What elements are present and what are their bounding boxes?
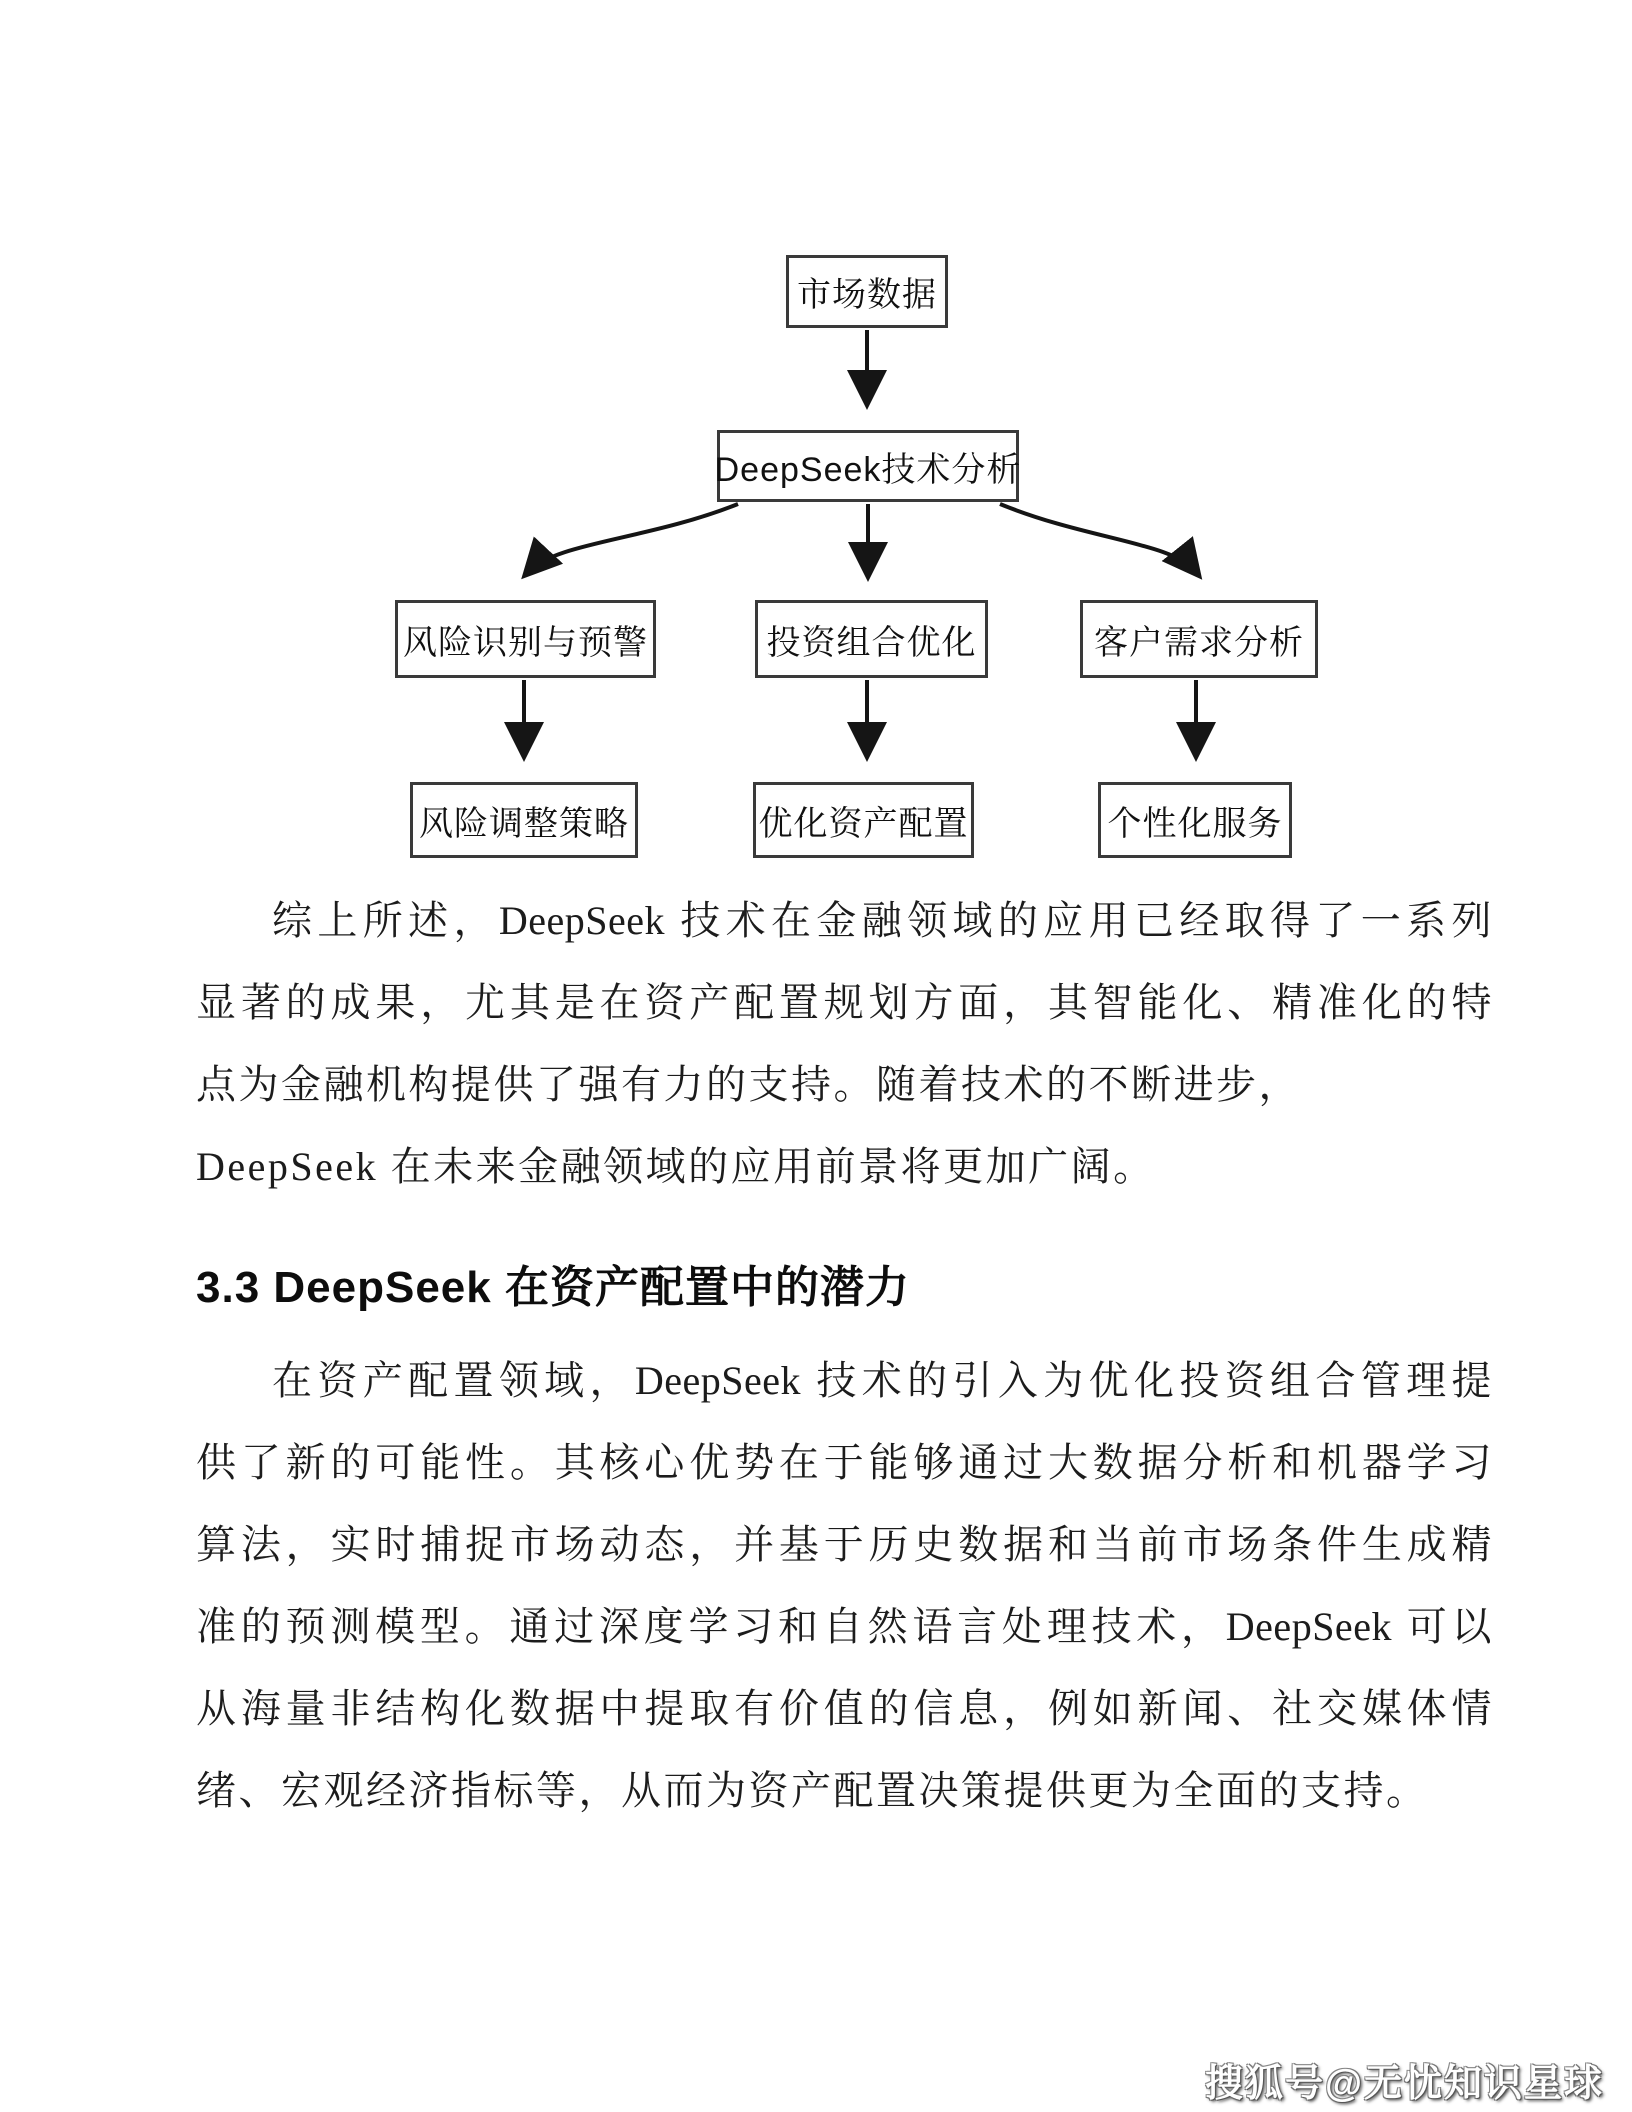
paragraph-potential [196,1340,1492,1832]
paragraph-line: 算法，实时捕捉市场动态，并基于历史数据和当前市场条件生成精 [196,1522,1492,1567]
watermark: 搜狐号@无忧知识星球 [1204,2063,1604,2105]
edge-analysis-to-risk [528,504,738,572]
paragraph-line: 供了新的可能性。其核心优势在于能够通过大数据分析和机器学习 [196,1440,1492,1485]
paragraph-line: 综上所述，DeepSeek 技术在金融领域的应用已经取得了一系列 [272,898,1492,943]
section-heading: 3.3 DeepSeek 在资产配置中的潜力 [196,1263,910,1312]
flowchart-node-asset-allocation: 优化资产配置 [753,782,974,858]
flowchart-node-deepseek-analysis: DeepSeek技术分析 [717,430,1019,502]
paragraph-line: 在资产配置领域，DeepSeek 技术的引入为优化投资组合管理提 [272,1358,1492,1403]
paragraph-line: 准的预测模型。通过深度学习和自然语言处理技术，DeepSeek 可以 [196,1604,1492,1649]
edge-analysis-to-customer [1000,504,1196,572]
paragraph-line: 显著的成果，尤其是在资产配置规划方面，其智能化、精准化的特 [196,980,1492,1025]
flowchart-node-market-data: 市场数据 [786,255,948,328]
paragraph-summary [196,880,1492,1208]
paragraph-line: 点为金融机构提供了强有力的支持。随着技术的不断进步， [196,1062,1301,1107]
flowchart-node-risk-identification: 风险识别与预警 [395,600,656,678]
paragraph-line: DeepSeek 在未来金融领域的应用前景将更加广阔。 [196,1144,1156,1189]
flowchart-node-personalized-service: 个性化服务 [1098,782,1292,858]
flowchart-node-risk-adjustment: 风险调整策略 [410,782,638,858]
paragraph-line: 绪、宏观经济指标等，从而为资产配置决策提供更为全面的支持。 [196,1768,1429,1813]
flowchart-node-portfolio-optimization: 投资组合优化 [755,600,988,678]
paragraph-line: 从海量非结构化数据中提取有价值的信息，例如新闻、社交媒体情 [196,1686,1492,1731]
flowchart-node-customer-needs: 客户需求分析 [1080,600,1318,678]
